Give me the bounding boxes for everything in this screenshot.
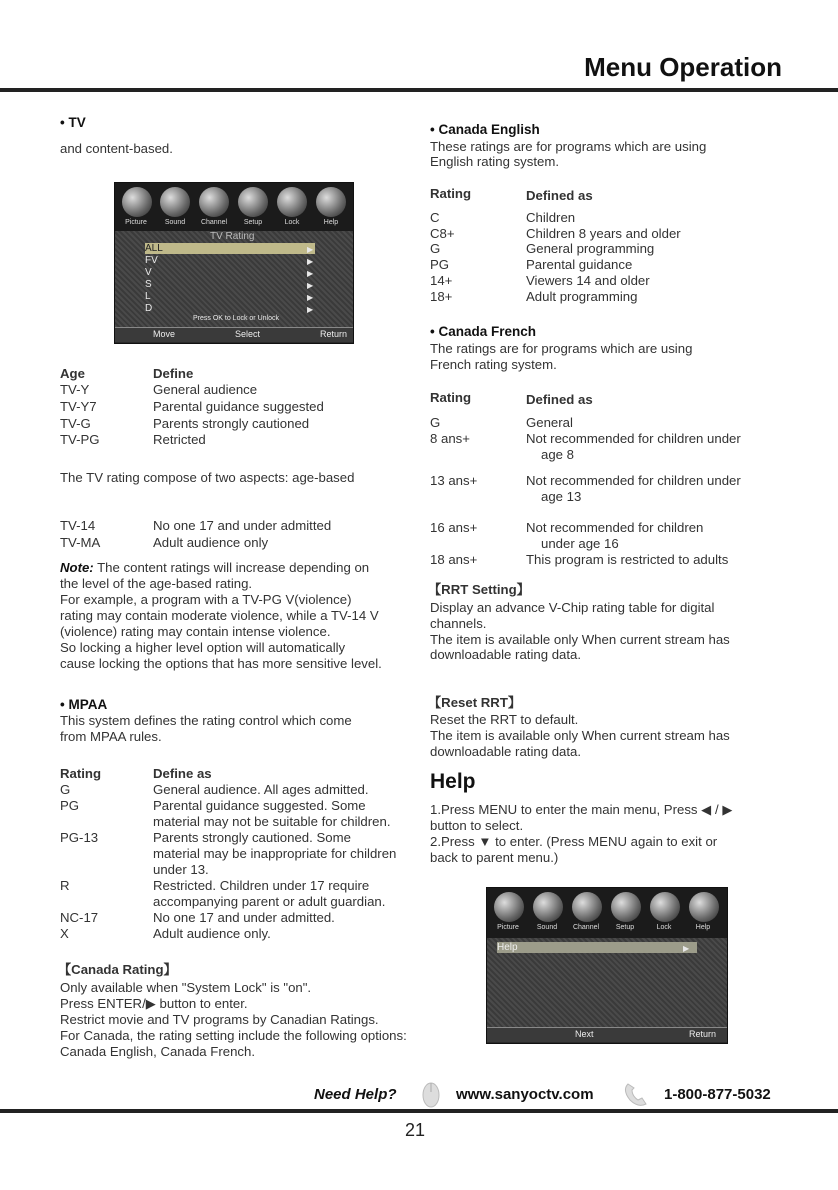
osd-item: FV [145, 255, 158, 266]
mpaa-define: No one 17 and under admitted. [153, 910, 335, 925]
cf-define: General [526, 415, 573, 430]
age-define: Parents strongly cautioned [153, 416, 310, 431]
mpaa-table-head: Rating [60, 766, 102, 781]
age-define: Retricted [153, 432, 206, 447]
ce-define: Children [526, 210, 576, 225]
age-code: TV-G [60, 416, 91, 431]
arrow-right-icon: ▶ [307, 245, 314, 254]
mpaa-line: from MPAA rules. [60, 729, 162, 744]
mpaa-define: material may not be suitable for children. [153, 814, 391, 829]
mpaa-line: This system defines the rating control which come [60, 713, 352, 728]
ce-code: 14+ [430, 273, 453, 288]
website-link[interactable]: www.sanyoctv.com [456, 1086, 594, 1103]
help-line: button to select. [430, 818, 524, 833]
sound-tab-icon [533, 892, 563, 922]
canada-rating-line: Restrict movie and TV programs by Canadian Ratings. [60, 1012, 379, 1027]
mpaa-code: NC-17 [60, 910, 99, 925]
osd-tab-label: Help [323, 219, 339, 226]
mpaa-define: Parents strongly cautioned. Some [153, 830, 351, 845]
ce-define: Children 8 years and older [526, 226, 681, 241]
osd-tab-label: Sound [164, 219, 186, 226]
cf-table-head: Rating [430, 390, 472, 405]
channel-tab-icon [572, 892, 602, 922]
mpaa-define: under 13. [153, 862, 209, 877]
osd-item: L [145, 291, 151, 302]
osd-move-label: Move [153, 329, 176, 339]
note-line: (violence) rating may contain intense violence. [60, 624, 331, 639]
sound-tab-icon [160, 187, 190, 217]
mpaa-code: X [60, 926, 69, 941]
mpaa-code: R [60, 878, 70, 893]
cf-define: This program is restricted to adults [526, 552, 729, 567]
arrow-right-icon: ▶ [307, 293, 314, 302]
setup-tab-icon [238, 187, 268, 217]
osd-bottom-bar [487, 1027, 727, 1042]
note-line: For example, a program with a TV-PG V(violence) [60, 592, 352, 607]
ce-define: General programming [526, 241, 655, 256]
cf-table-head: Defined as [526, 392, 593, 407]
lock-tab-icon [277, 187, 307, 217]
osd-tab-label: Picture [497, 924, 519, 931]
cf-code: 18 ans+ [430, 552, 478, 567]
help-tab-icon [689, 892, 719, 922]
osd-tab-label: Lock [656, 924, 672, 931]
cf-code: 8 ans+ [430, 431, 470, 446]
canada-rating-title: 【Canada Rating】 [58, 962, 177, 977]
osd-item: S [145, 279, 152, 290]
osd-body [115, 231, 353, 327]
cf-line: French rating system. [430, 357, 557, 372]
canada-rating-line: Canada English, Canada French. [60, 1044, 256, 1059]
mouse-icon [412, 1080, 450, 1110]
cf-define: Not recommended for children [526, 520, 704, 535]
osd-item-selected: Help [497, 942, 697, 953]
cf-line: The ratings are for programs which are using [430, 341, 693, 356]
osd-bottom-bar [115, 327, 353, 342]
help-line: 2.Press ▼ to enter. (Press MENU again to exit or [430, 834, 718, 849]
reset-line: Reset the RRT to default. [430, 712, 579, 727]
mpaa-define: material may be inappropriate for children [153, 846, 397, 861]
osd-next-label: Next [575, 1029, 594, 1039]
ce-define: Viewers 14 and older [526, 273, 650, 288]
ce-table-head: Rating [430, 186, 472, 201]
note-line: the level of the age-based rating. [60, 576, 253, 591]
help-line: back to parent menu.) [430, 850, 559, 865]
ce-define: Adult programming [526, 289, 638, 304]
rrt-title: 【RRT Setting】 [428, 582, 530, 597]
footer-rule [0, 1109, 838, 1113]
help-line: 1.Press MENU to enter the main menu, Press ◀ / ▶ [430, 802, 733, 817]
ce-define: Parental guidance [526, 257, 633, 272]
mpaa-table-head: Define as [153, 766, 212, 781]
canada-french-bullet: • Canada French [430, 324, 537, 339]
setup-tab-icon [611, 892, 641, 922]
osd-tab-label: Channel [200, 219, 228, 226]
osd-select-label: Select [235, 329, 261, 339]
osd-tab-label: Lock [284, 219, 300, 226]
osd-tab-label: Setup [243, 219, 263, 226]
ce-line: English rating system. [430, 154, 559, 169]
ce-line: These ratings are for programs which are using [430, 139, 707, 154]
lock-tab-icon [650, 892, 680, 922]
age-table-head: Age [60, 366, 85, 381]
content-define: Adult audience only [153, 535, 269, 550]
canada-english-bullet: • Canada English [430, 122, 540, 137]
note-line: So locking a higher level option will automatically [60, 640, 346, 655]
cf-define: age 8 [541, 447, 575, 462]
ce-table-head: Defined as [526, 188, 593, 203]
osd-tab-strip [115, 183, 353, 231]
picture-tab-icon [494, 892, 524, 922]
osd-body [487, 938, 727, 1027]
osd-tab-label: Setup [615, 924, 635, 931]
ce-code: 18+ [430, 289, 453, 304]
arrow-right-icon: ▶ [307, 281, 314, 290]
mpaa-define: Adult audience only. [153, 926, 271, 941]
cf-define: Not recommended for children under [526, 431, 741, 446]
arrow-right-icon: ▶ [307, 305, 314, 314]
page-number: 21 [405, 1120, 426, 1140]
cf-code: G [430, 415, 441, 430]
rrt-line: Display an advance V-Chip rating table for digital [430, 600, 715, 615]
osd-tab-strip [487, 888, 727, 938]
reset-line: downloadable rating data. [430, 744, 582, 759]
osd-item-selected: ALL [145, 243, 315, 254]
rrt-line: channels. [430, 616, 487, 631]
osd-return-label: Return [689, 1029, 717, 1039]
cf-code: 16 ans+ [430, 520, 478, 535]
help-menu-screenshot [486, 887, 728, 1044]
mpaa-code: G [60, 782, 71, 797]
picture-tab-icon [122, 187, 152, 217]
reset-rrt-title: 【Reset RRT】 [428, 695, 522, 710]
age-define: Parental guidance suggested [153, 399, 324, 414]
phone-number: 1-800-877-5032 [664, 1086, 771, 1103]
osd-item: D [145, 303, 153, 314]
tv-bullet: • TV [60, 115, 86, 130]
age-table-head: Define [153, 366, 194, 381]
phone-icon [618, 1080, 656, 1110]
tv-compose-text: The TV rating compose of two aspects: age-based [60, 470, 355, 485]
note-paragraph [60, 560, 369, 576]
cf-define: age 13 [541, 489, 582, 504]
mpaa-code: PG [60, 798, 80, 813]
age-code: TV-Y7 [60, 399, 97, 414]
need-help-text: Need Help? [314, 1086, 397, 1103]
mpaa-define: General audience. All ages admitted. [153, 782, 369, 797]
mpaa-define: Parental guidance suggested. Some [153, 798, 366, 813]
cf-code: 13 ans+ [430, 473, 478, 488]
osd-tab-label: Help [695, 924, 711, 931]
reset-line: The item is available only When current stream has [430, 728, 730, 743]
ce-code: C8+ [430, 226, 455, 241]
mpaa-code: PG-13 [60, 830, 99, 845]
age-code: TV-PG [60, 432, 100, 447]
help-tab-icon [316, 187, 346, 217]
page-title: Menu Operation [584, 52, 782, 82]
tv-rating-menu-screenshot [114, 182, 354, 344]
osd-title: TV Rating [210, 231, 255, 242]
rrt-line: downloadable rating data. [430, 647, 582, 662]
canada-rating-line: Only available when "System Lock" is "on". [60, 980, 312, 995]
note-line: The content ratings will increase depending on [93, 560, 370, 575]
age-define: General audience [153, 382, 258, 397]
osd-return-label: Return [320, 329, 348, 339]
osd-tab-label: Sound [536, 924, 558, 931]
canada-rating-line: For Canada, the rating setting include the following options: [60, 1028, 407, 1043]
age-code: TV-Y [60, 382, 90, 397]
cf-define: Not recommended for children under [526, 473, 741, 488]
help-heading: Help [430, 770, 476, 793]
ce-code: PG [430, 257, 450, 272]
arrow-right-icon: ▶ [307, 269, 314, 278]
mpaa-define: Restricted. Children under 17 require [153, 878, 370, 893]
osd-tab-label: Channel [572, 924, 600, 931]
tv-intro: and content-based. [60, 141, 173, 156]
arrow-right-icon: ▶ [683, 944, 690, 953]
header-rule [0, 88, 838, 92]
content-code: TV-MA [60, 535, 101, 550]
content-code: TV-14 [60, 518, 96, 533]
osd-hint: Press OK to Lock or Unlock [193, 315, 279, 322]
ce-code: G [430, 241, 441, 256]
osd-item: V [145, 267, 152, 278]
channel-tab-icon [199, 187, 229, 217]
canada-rating-line: Press ENTER/▶ button to enter. [60, 996, 248, 1011]
ce-code: C [430, 210, 440, 225]
content-define: No one 17 and under admitted [153, 518, 332, 533]
note-label: Note: [60, 560, 94, 575]
mpaa-bullet: • MPAA [60, 697, 108, 712]
note-line: cause locking the options that has more sensitive level. [60, 656, 382, 671]
osd-tab-label: Picture [125, 219, 147, 226]
rrt-line: The item is available only When current stream has [430, 632, 730, 647]
cf-define: under age 16 [541, 536, 619, 551]
note-line: rating may contain moderate violence, while a TV-14 V [60, 608, 379, 623]
mpaa-define: accompanying parent or adult guardian. [153, 894, 386, 909]
arrow-right-icon: ▶ [307, 257, 314, 266]
